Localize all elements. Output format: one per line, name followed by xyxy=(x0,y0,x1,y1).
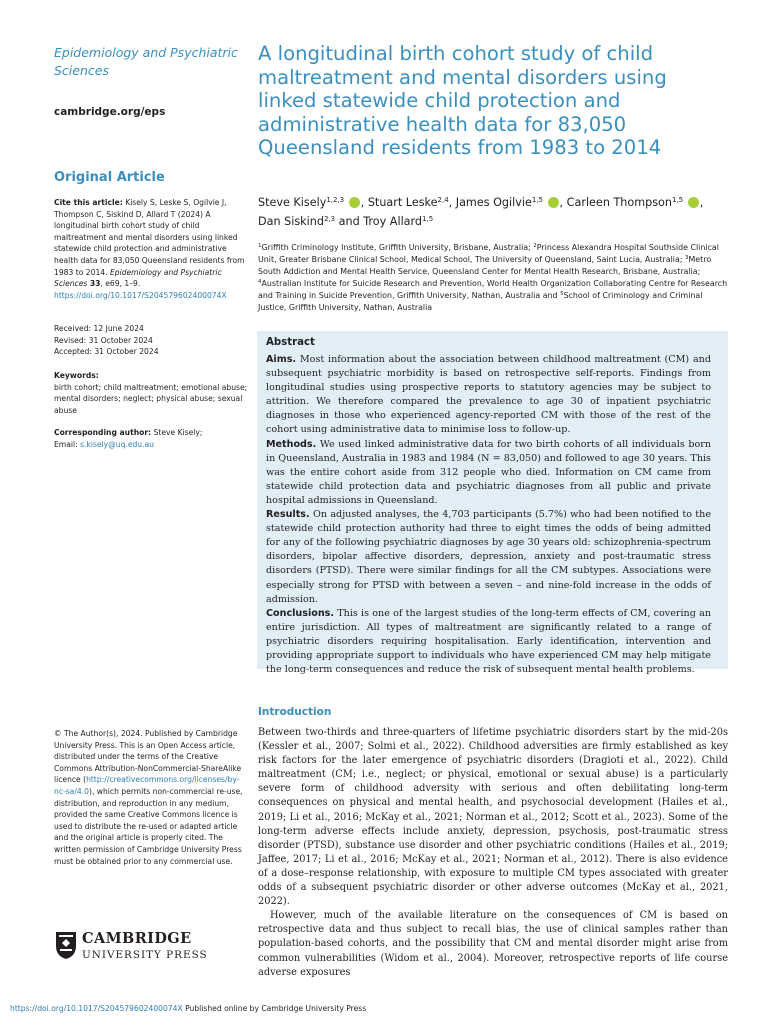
abstract-results: Results. On adjusted analyses, the 4,703 participants (5.7%) who had been notified to the statewide child protection authority had three to eight times the odds of being admitted for any of the following psychiatric diagnoses by age 30 years old: schizophrenia-spectrum disorders, bipolar affective disorders, depression, anxiety and post-traumatic stress disorders (PTSD). There were similar findings for all the CM subtypes. Associations were especially strong for PTSD with between a seven – and nine-fold increase in the odds of admission. xyxy=(266,509,711,605)
revised-date: Revised: 31 October 2024 xyxy=(54,335,153,345)
abstract-body xyxy=(266,353,711,677)
article-type: Original Article xyxy=(54,170,165,185)
author-1: Steve Kisely$^{1,2,3}$ , xyxy=(258,196,365,209)
footer-doi-link[interactable]: https://doi.org/10.1017/S204579602400074X xyxy=(10,1004,183,1013)
email-label: Email: xyxy=(54,439,78,449)
license-link[interactable]: http://creativecommons.org/licenses/by-nc-sa/4.0 xyxy=(54,775,240,796)
corresponding-author xyxy=(54,427,249,450)
orcid-icon[interactable] xyxy=(548,197,559,208)
cite-doi-link[interactable]: https://doi.org/10.1017/S204579602400074X xyxy=(54,290,227,300)
cite-text: Kisely S, Leske S, Ogilvie J, Thompson C, Siskind D, Allard T (2024) A longitudinal birth cohort study of child maltreatment and mental disorders using linked statewide child protection and administrative health data for 83,050 Queensland residents from 1983 to 2014. xyxy=(54,198,245,277)
corresponding-name: Steve Kisely; xyxy=(153,428,203,437)
keywords-block xyxy=(54,370,249,416)
corresponding-email-link[interactable]: s.kisely@uq.edu.au xyxy=(80,439,154,449)
accepted-date: Accepted: 31 October 2024 xyxy=(54,347,159,357)
affiliations: $^1$Griffith Criminology Institute, Griffith University, Brisbane, Australia; $^2$Princess Alexandra Hospital Southside Clinical Unit, Greater Brisbane Clinical School, Medical School, The University of Queensland, Saint Lucia, Australia; $^3$Metro South Addiction and Mental Health Service, Queensland Center for Mental Health Research, Brisbane, Australia; $^4$Australian Institute for Suicide Research and Prevention, World Health Organization Collaborating Centre for Research and Training in Suicide Prevention, Griffith University, Nathan, Australia and $^5$School of Criminology and Criminal Justice, Griffith University, Nathan, Australia xyxy=(258,243,728,312)
author-6: and Troy Allard$^{1,5}$ xyxy=(338,215,434,228)
footer xyxy=(10,1004,366,1013)
abstract-conclusions: Conclusions. This is one of the largest studies of the long-term effects of CM, covering an entire jurisdiction. All types of maltreatment are significantly related to a range of psychiatric disorders requiring hospitalisation. Early identification, intervention and providing appropriate support to individuals who have experienced CM may help mitigate the long-term consequences and reduce the risk of subsequent mental health problems. xyxy=(266,607,711,676)
author-4: Carleen Thompson$^{1,5}$ , xyxy=(566,196,704,209)
introduction-heading: Introduction xyxy=(258,706,332,718)
publisher-name: CAMBRIDGE xyxy=(82,930,192,947)
abstract-aims: Aims. Most information about the association between childhood maltreatment (CM) and subsequent psychiatric morbidity is based on retrospective self-reports. Findings from longitudinal studies using prospective reports to statutory agencies may be subject to attrition. We therefore compared the prevalence to age 30 of inpatient psychiatric diagnoses in those who experienced agency-reported CM with those of the rest of the cohort using administrative data to minimise loss to follow-up. xyxy=(266,354,711,436)
cite-volume: 33 xyxy=(89,279,101,289)
keywords-text: birth cohort; child maltreatment; emotional abuse; mental disorders; neglect; physical abuse; sexual abuse xyxy=(54,382,248,415)
orcid-icon[interactable] xyxy=(688,197,699,208)
cambridge-shield-icon xyxy=(54,930,78,960)
orcid-icon[interactable] xyxy=(349,197,360,208)
abstract-methods: Methods. We used linked administrative data for two birth cohorts of all individuals born in Queensland, Australia in 1983 and 1984 (N = 83,050) and followed to age 30 years. This was the entire cohort aside from 312 people who died. Information on CM came from statewide child protection data and psychiatric diagnoses from all public and private hospital admissions in Queensland. xyxy=(266,438,711,506)
author-2: Stuart Leske$^{2,4}$, xyxy=(367,196,453,209)
author-list xyxy=(258,193,728,231)
corresponding-label: Corresponding author: xyxy=(54,428,152,437)
publisher-sub: UNIVERSITY PRESS xyxy=(82,949,208,961)
intro-paragraph-2: However, much of the available literature on the consequences of CM is based on retrospective data and thus subject to recall bias, the use of clinical samples rather than population-based cohorts, and the possibility that CM and mental disorder might arise from common vulnerabilities (Widom et al., 2004). Moreover, retrospective reports of life course adverse exposures xyxy=(258,910,728,978)
author-5: Dan Siskind$^{2,3}$ xyxy=(258,215,336,228)
article-dates xyxy=(54,323,244,358)
keywords-label: Keywords: xyxy=(54,371,99,380)
author-3: James Ogilvie$^{1,5}$ , xyxy=(455,196,564,209)
received-date: Received: 12 June 2024 xyxy=(54,324,144,333)
cite-pages: , e69, 1–9. xyxy=(100,279,141,289)
citation-block xyxy=(54,197,249,301)
cite-label: Cite this article: xyxy=(54,198,123,207)
footer-text: Published online by Cambridge University Press xyxy=(182,1004,367,1013)
license-notice: © The Author(s), 2024. Published by Cambridge University Press. This is an Open Access article, distributed under the terms of the Creative Commons Attribution-NonCommercial-ShareAlike licence (http://creativecommons.org/licenses/by-nc-sa/4.0), which permits non-commercial re-use, distribution, and reproduction in any medium, provided the same Creative Commons licence is used to distribute the re-used or adapted article and the original article is properly cited. The written permission of Cambridge University Press must be obtained prior to any commercial use. xyxy=(54,729,243,866)
article-title: A longitudinal birth cohort study of child maltreatment and mental disorders using linked statewide child protection and administrative health data for 83,050 Queensland residents from 1983 to 2014 xyxy=(258,42,667,159)
cite-journal: Epidemiology and Psychiatric Sciences xyxy=(54,267,222,289)
abstract-heading: Abstract xyxy=(266,337,315,348)
journal-name: Epidemiology and Psychiatric Sciences xyxy=(54,45,238,78)
introduction-body xyxy=(258,726,728,980)
intro-paragraph-1: Between two-thirds and three-quarters of lifetime psychiatric disorders start by the mid-20s (Kessler et al., 2007; Solmi et al., 2022). Childhood adversities are firmly established as key risk factors for the later emergence of psychiatric disorders (Dragioti et al., 2022). Child maltreatment (CM; i.e., neglect; or physical, emotional or sexual abuse) is a particularly severe form of childhood adversity with serious and often debilitating long-term consequences on physical and mental health, and psychosocial development (Hailes et al., 2019; Li et al., 2016; McKay et al., 2021; Norman et al., 2012; Scott et al., 2023). Some of the long-term adverse effects include anxiety, depression, psychosis, post-traumatic stress disorder (PTSD), substance use disorder and other psychiatric conditions (Hailes et al., 2019; Jaffee, 2017; Li et al., 2016; McKay et al., 2021; Norman et al., 2012). There is also evidence of a dose–response relationship, with exposure to multiple CM types associated with greater odds of a subsequent psychiatric disorder or other adverse outcomes (McKay et al., 2021, 2022). xyxy=(258,727,728,908)
journal-url[interactable]: cambridge.org/eps xyxy=(54,106,166,118)
